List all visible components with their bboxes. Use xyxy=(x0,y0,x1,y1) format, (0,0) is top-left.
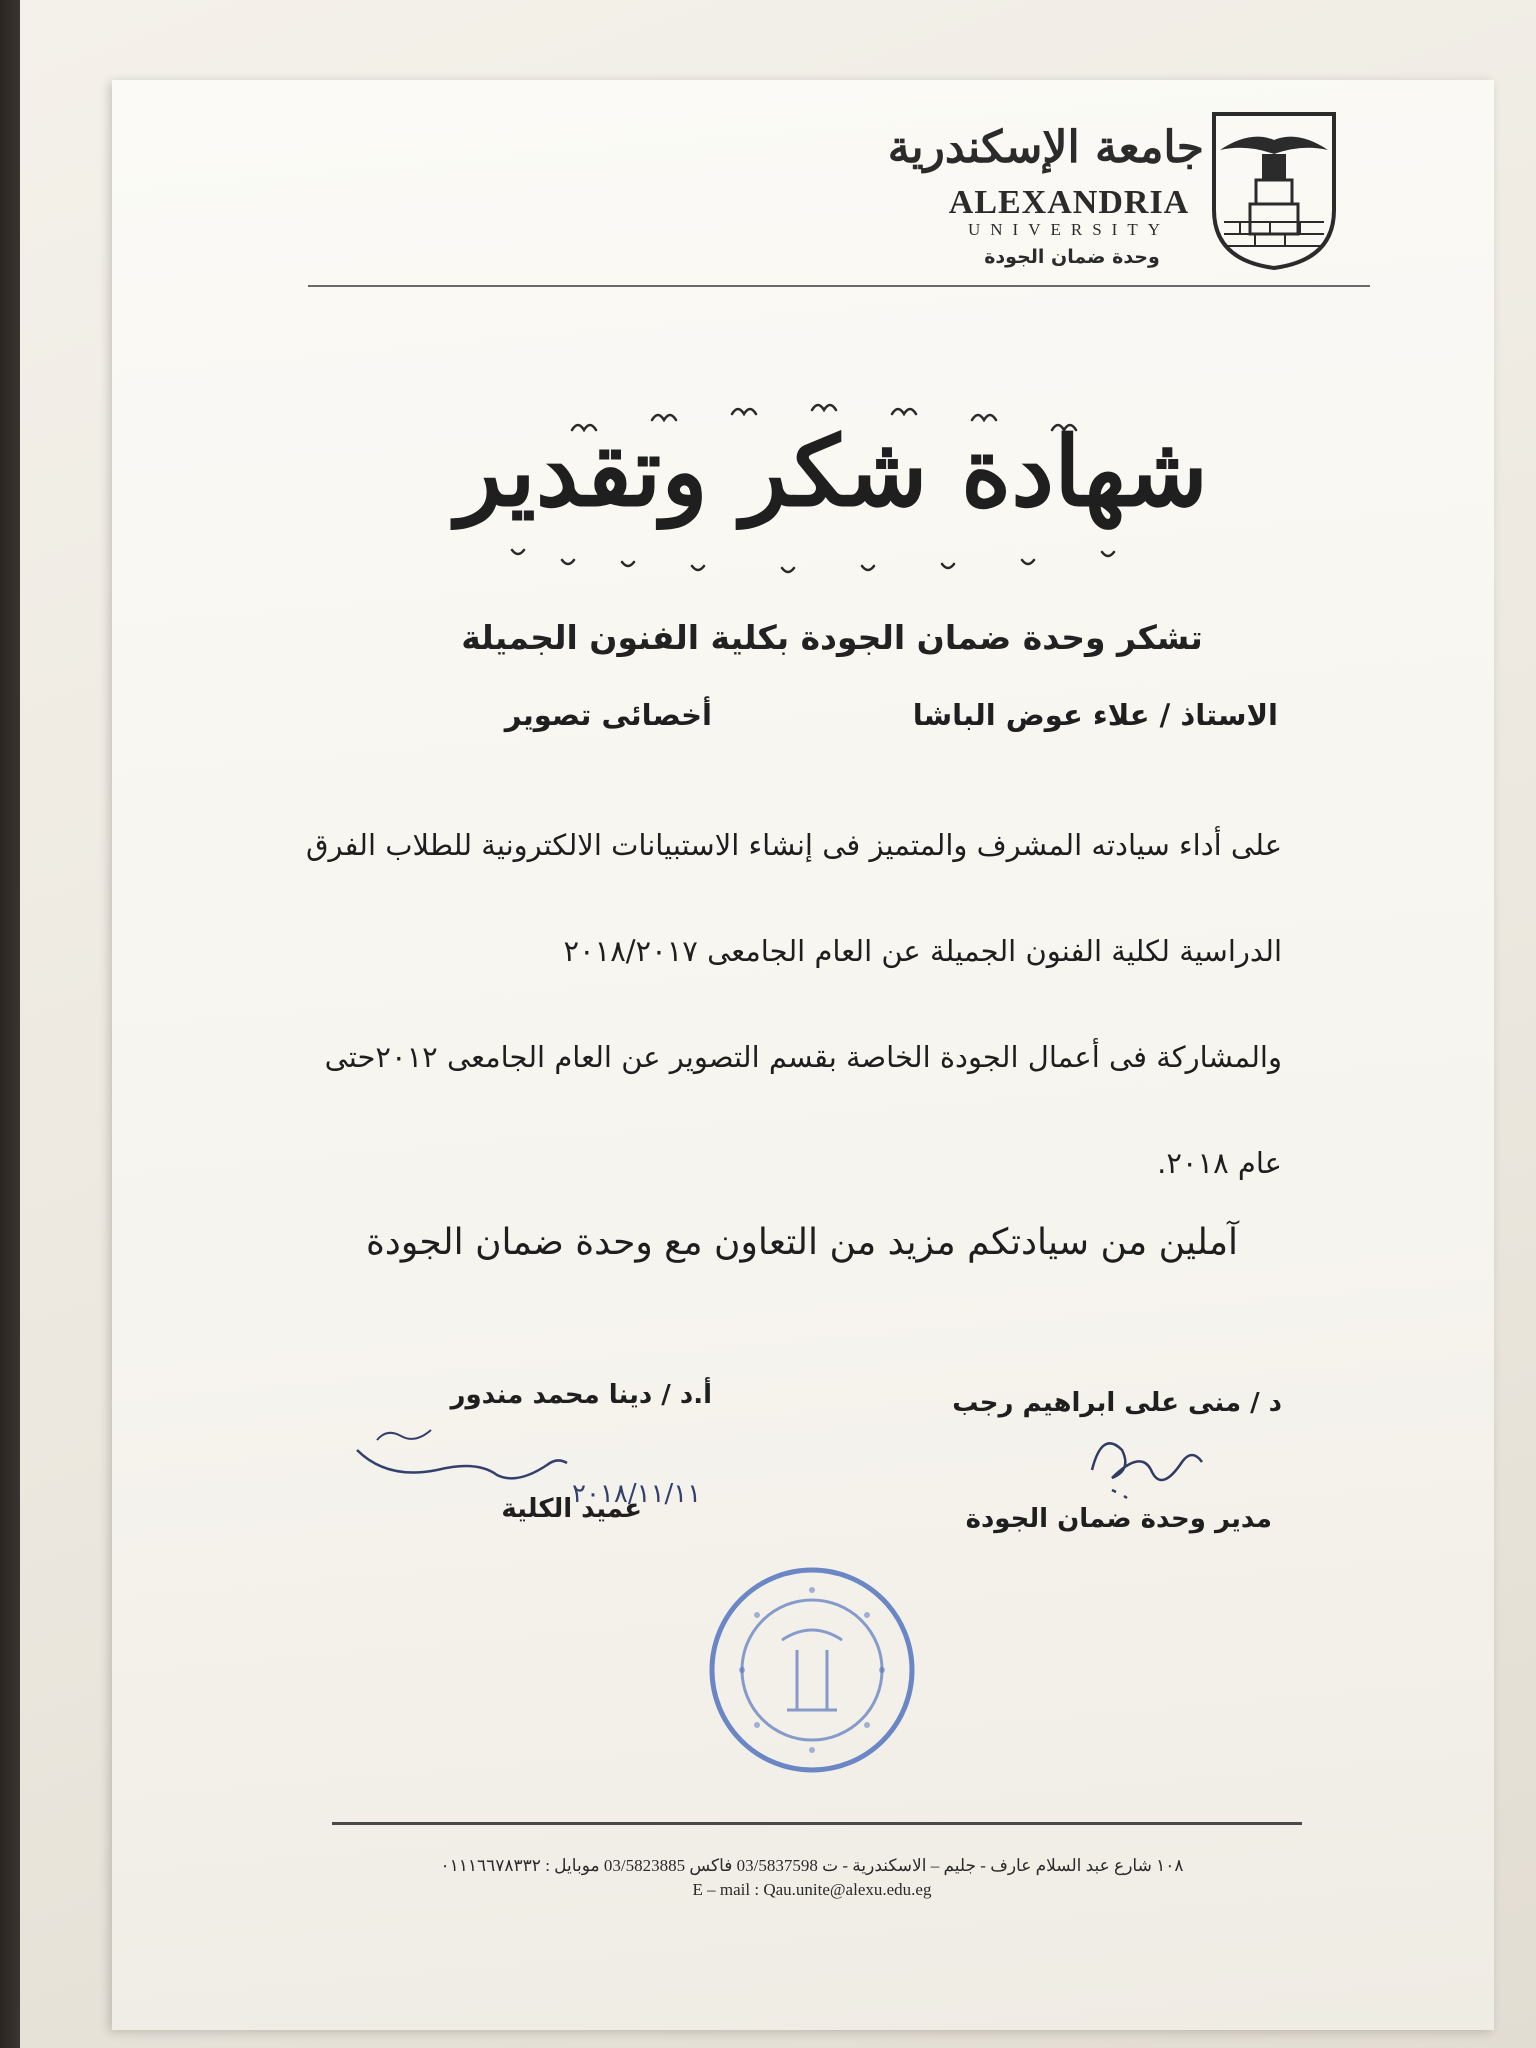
footer-divider xyxy=(332,1822,1302,1825)
director-title: مدير وحدة ضمان الجودة xyxy=(965,1504,1272,1534)
certificate-title: شهادة شكر وتقدير xyxy=(456,415,1208,528)
logo-university-text: UNIVERSITY xyxy=(968,220,1170,239)
recipient-name: الاستاذ / علاء عوض الباشا xyxy=(912,698,1278,732)
logo-english-text: ALEXANDRIA xyxy=(948,184,1190,221)
footer-email: E – mail : Qau.unite@alexu.edu.eg xyxy=(692,1880,932,1899)
body-line: الدراسية لكلية الفنون الجميلة عن العام الجامعى ٢٠١٨/٢٠١٧ xyxy=(563,934,1282,968)
quality-unit-label: وحدة ضمان الجودة xyxy=(984,246,1160,268)
logo-arabic-text: جامعة الإسكندرية xyxy=(887,122,1204,173)
director-name: د / منى على ابراهيم رجب xyxy=(952,1388,1282,1418)
certificate-subtitle: تشكر وحدة ضمان الجودة بكلية الفنون الجميلة xyxy=(461,618,1203,657)
closing-statement: آملين من سيادتكم مزيد من التعاون مع وحدة ضمان الجودة xyxy=(365,1222,1239,1263)
header-divider xyxy=(308,285,1370,287)
lighthouse-eagle-emblem-icon xyxy=(1210,110,1338,270)
body-line: على أداء سيادته المشرف والمتميز فى إنشاء الاستبيانات الالكترونية للطلاب الفرق xyxy=(305,828,1282,862)
dean-title: عميد الكلية xyxy=(501,1494,642,1524)
recipient-role: أخصائى تصوير xyxy=(504,698,712,732)
body-line: والمشاركة فى أعمال الجودة الخاصة بقسم التصوير عن العام الجامعى ٢٠١٢حتى xyxy=(324,1040,1282,1074)
dean-name: أ.د / دينا محمد مندور xyxy=(450,1380,712,1410)
footer-address: ١٠٨ شارع عبد السلام عارف - جليم – الاسكندرية - ت 03/5837598 فاكس 03/5823885 موبايل : ٠١١١٦٦٧٨٣٣٢ xyxy=(440,1856,1184,1875)
official-stamp xyxy=(702,1560,922,1780)
certificate-page xyxy=(112,80,1494,2030)
body-line: عام ٢٠١٨. xyxy=(1157,1146,1282,1180)
certificate-body xyxy=(305,792,1282,1216)
dean-handwritten-date: ٢٠١٨/١١/١١ xyxy=(572,1479,702,1509)
